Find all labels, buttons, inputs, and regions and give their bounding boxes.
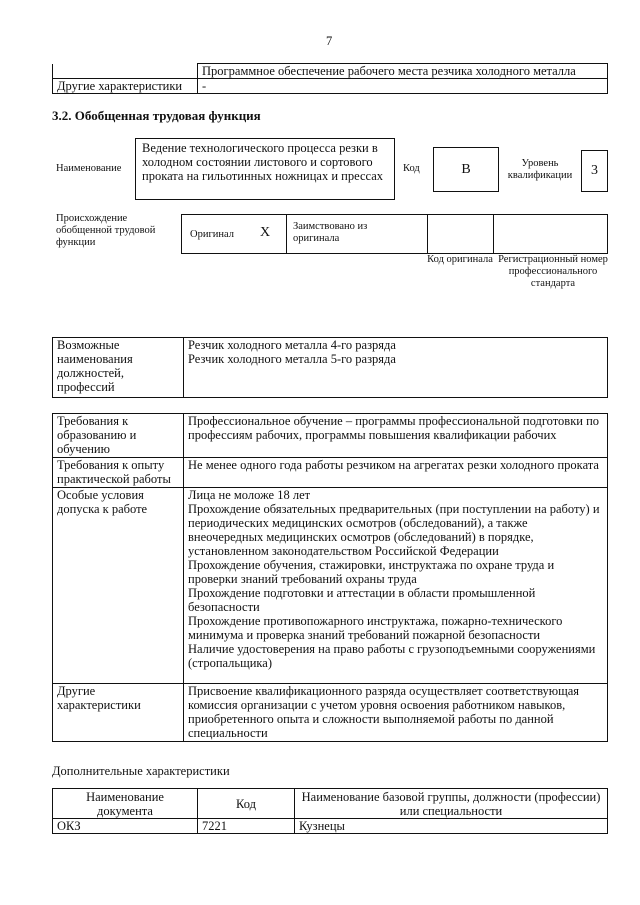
req-value: Присвоение квалификационного разряда осуществляет соответствующая комиссия организации с учетом уровня освоения работником навыков, приобретенного опыта и сложности выполняемой работы по данной специальности bbox=[184, 684, 608, 742]
name-label: Наименование bbox=[56, 163, 122, 174]
req-value: Не менее одного года работы резчиком на агрегатах резки холодного проката bbox=[184, 458, 608, 488]
condition-item: Наличие удостоверения на право работы с грузоподъемными сооружениями (стропальщика) bbox=[188, 642, 596, 670]
req-label: Другие характеристики bbox=[53, 684, 184, 742]
position-item: Резчик холодного металла 4-го разряда bbox=[188, 338, 396, 352]
code-label: Код bbox=[403, 163, 420, 174]
condition-item: Лица не моложе 18 лет bbox=[188, 488, 311, 502]
function-name-box bbox=[135, 138, 395, 200]
origin-label: Происхождение обобщенной трудовой функции bbox=[56, 213, 156, 248]
condition-item: Прохождение обучения, стажировки, инструктажа по охране труда и проверки знаний требований охраны труда bbox=[188, 558, 555, 586]
origin-divider-1 bbox=[286, 214, 287, 254]
level-box bbox=[581, 150, 608, 192]
additional-header: Наименование документа bbox=[53, 789, 198, 819]
page-number: 7 bbox=[326, 34, 333, 48]
condition-item: Прохождение подготовки и аттестации в области промышленной безопасности bbox=[188, 586, 536, 614]
additional-header: Код bbox=[198, 789, 295, 819]
req-value: Профессиональное обучение – программы профессиональной подготовки по профессиям рабочих, программы повышения квалификации рабочих bbox=[184, 414, 608, 458]
top-table-label: Другие характеристики bbox=[53, 79, 198, 94]
code-value: B bbox=[461, 161, 471, 177]
origin-divider-3 bbox=[493, 214, 494, 254]
position-item: Резчик холодного металла 5-го разряда bbox=[188, 352, 396, 366]
positions-values bbox=[184, 338, 608, 398]
level-label: Уровень квалификации bbox=[507, 158, 573, 181]
additional-cell: Кузнецы bbox=[295, 819, 608, 834]
original-label: Оригинал bbox=[190, 229, 234, 240]
req-label: Особые условия допуска к работе bbox=[53, 488, 184, 684]
level-value: 3 bbox=[591, 163, 598, 178]
additional-table bbox=[52, 788, 608, 834]
origin-box bbox=[181, 214, 608, 254]
top-table bbox=[52, 63, 608, 94]
positions-label: Возможные наименования должностей, профессий bbox=[53, 338, 184, 398]
borrowed-label: Заимствовано из оригинала bbox=[293, 221, 368, 244]
additional-heading: Дополнительные характеристики bbox=[52, 764, 230, 778]
original-mark: X bbox=[260, 225, 271, 240]
top-table-value: Программное обеспечение рабочего места резчика холодного металла bbox=[198, 64, 608, 79]
condition-item: Прохождение обязательных предварительных (при поступлении на работу) и периодических медицинских осмотров (обследований), а также внеочередных медицинских осмотров (обследований) в порядке, установленном законодательством Российской Федерации bbox=[188, 502, 600, 558]
function-name: Ведение технологического процесса резки в холодном состоянии листового и сортового проката на гильотинных ножницах и прессах bbox=[142, 141, 384, 183]
reg-number-caption: Регистрационный номер профессионального стандарта bbox=[498, 254, 608, 289]
origin-divider-2 bbox=[427, 214, 428, 254]
requirements-table bbox=[52, 413, 608, 742]
section-heading: 3.2. Обобщенная трудовая функция bbox=[52, 108, 261, 123]
req-label: Требования к образованию и обучению bbox=[53, 414, 184, 458]
additional-cell: 7221 bbox=[198, 819, 295, 834]
top-table-dash: - bbox=[198, 79, 608, 94]
req-label: Требования к опыту практической работы bbox=[53, 458, 184, 488]
condition-item: Прохождение противопожарного инструктажа, пожарно-технического минимума и проверка знаний требований пожарной безопасности bbox=[188, 614, 563, 642]
code-original-caption: Код оригинала bbox=[427, 254, 493, 265]
code-box bbox=[433, 147, 499, 192]
additional-cell: ОКЗ bbox=[53, 819, 198, 834]
additional-header: Наименование базовой группы, должности (профессии) или специальности bbox=[295, 789, 608, 819]
positions-table bbox=[52, 337, 608, 398]
req-conditions bbox=[184, 488, 608, 684]
